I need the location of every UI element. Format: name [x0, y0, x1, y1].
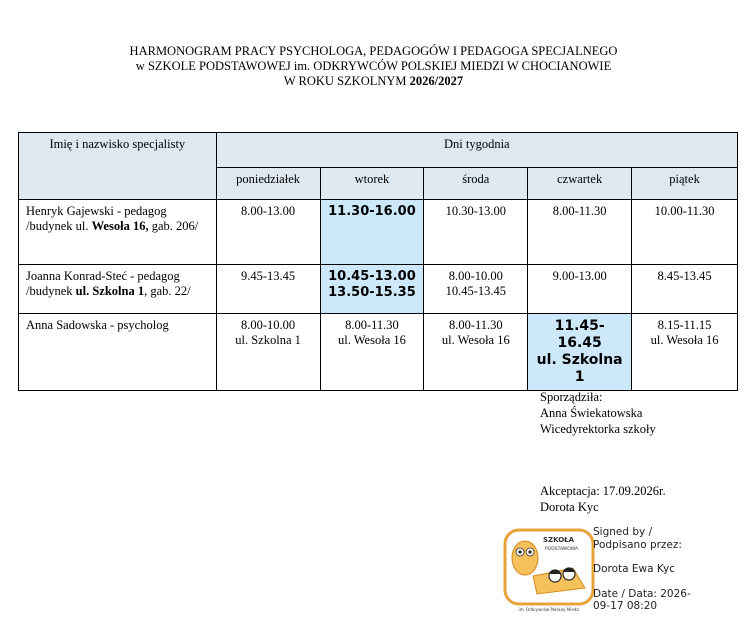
hours-text: 8.00-11.30 — [345, 318, 399, 332]
hours-cell — [424, 265, 528, 314]
name-column-header: Imię i nazwisko specjalisty — [19, 133, 217, 200]
hours-cell — [320, 314, 424, 391]
stamp-title: SZKOŁA — [543, 536, 575, 544]
days-column-header: Dni tygodnia — [216, 133, 737, 168]
hours-text: 10.45-13.45 — [445, 284, 506, 298]
hours-text: 8.15-11.15 — [657, 318, 712, 332]
signature-signer: Dorota Ewa Kyc — [593, 563, 676, 575]
hours-text: 13.50-15.35 — [328, 285, 416, 300]
header-line-1: HARMONOGRAM PRACY PSYCHOLOGA, PEDAGOGÓW I PEDAGOGA SPECJALNEGO — [129, 44, 618, 58]
name-text: Anna Sadowska - psycholog — [26, 318, 169, 332]
name-room: gab. 206/ — [148, 219, 199, 233]
document-header — [0, 44, 747, 89]
hours-cell-highlighted — [320, 200, 424, 265]
table-row — [19, 314, 738, 391]
hours-cell — [632, 265, 738, 314]
day-tuesday: wtorek — [320, 167, 424, 199]
name-address: ul. Szkolna 1 — [75, 284, 145, 298]
hours-cell — [528, 200, 632, 265]
hours-cell — [632, 314, 738, 391]
hours-text: 10.00-11.30 — [654, 204, 715, 218]
hours-text: 11.45-16.45 — [554, 318, 605, 351]
stamp-bottom-text: im. Odkrywców Polskiej Miedzi — [518, 607, 580, 612]
location-text: ul. Szkolna 1 — [536, 352, 623, 385]
prepared-label: Sporządziła: — [540, 390, 603, 404]
hours-cell — [632, 200, 738, 265]
specialist-name — [19, 265, 217, 314]
hours-text: 8.00-13.00 — [240, 204, 296, 218]
name-address: Wesoła 16, — [91, 219, 149, 233]
hours-cell-highlighted — [320, 265, 424, 314]
signature-date-1: Date / Data: 2026- — [593, 587, 691, 600]
hours-cell — [424, 200, 528, 265]
name-text: Joanna Konrad-Steć - pedagog /budynek — [26, 269, 180, 298]
location-text: ul. Wesoła 16 — [650, 333, 719, 347]
hours-text: 11.30-16.00 — [328, 204, 416, 219]
name-room: , gab. 22/ — [144, 284, 191, 298]
location-text: ul. Szkolna 1 — [235, 333, 301, 347]
table-header-row — [19, 133, 738, 168]
day-thursday: czwartek — [528, 167, 632, 199]
hours-text: 10.30-13.00 — [445, 204, 506, 218]
hours-text: 8.00-11.30 — [552, 204, 607, 218]
hours-text: 9.45-13.45 — [240, 269, 296, 283]
signature-line-1: Signed by / — [593, 526, 653, 538]
specialist-name — [19, 200, 217, 265]
hours-cell — [424, 314, 528, 391]
prepared-name: Anna Świekatowska — [540, 406, 643, 420]
acceptance-label: Akceptacja: 17.09.2026r. — [540, 484, 666, 498]
header-line-3 — [0, 74, 747, 89]
specialist-name — [19, 314, 217, 391]
hours-cell-highlighted — [528, 314, 632, 391]
acceptance-name: Dorota Kyc — [540, 500, 599, 514]
schedule-table — [18, 132, 738, 391]
hours-text: 10.45-13.00 — [328, 269, 416, 284]
hours-text: 9.00-13.00 — [552, 269, 607, 283]
prepared-by-block — [540, 389, 656, 437]
signature-line-2: Podpisano przez: — [593, 538, 682, 551]
hours-text: 8.00-10.00 — [240, 318, 296, 332]
table-row — [19, 265, 738, 314]
location-text: ul. Wesoła 16 — [441, 333, 510, 347]
hours-text: 8.00-11.30 — [448, 318, 503, 332]
owl-icon — [512, 541, 538, 575]
acceptance-block — [540, 483, 666, 515]
header-line-2: w SZKOLE PODSTAWOWEJ im. ODKRYWCÓW POLSKIEJ MIEDZI W CHOCIANOWIE — [135, 59, 612, 73]
hours-cell — [216, 200, 320, 265]
hours-cell — [216, 314, 320, 391]
stamp-subtitle: PODSTAWOWA — [545, 547, 579, 552]
hours-text: 8.45-13.45 — [657, 269, 712, 283]
header-line-3-prefix: W ROKU SZKOLNYM — [283, 74, 410, 88]
digital-signature — [593, 526, 691, 613]
day-friday: piątek — [632, 167, 738, 199]
location-text: ul. Wesoła 16 — [338, 333, 406, 347]
signature-date-2: 09-17 08:20 — [593, 600, 658, 612]
school-year: 2026/2027 — [409, 74, 464, 88]
school-logo-stamp — [503, 528, 595, 614]
name-text: Henryk Gajewski - pedagog /budynek ul. — [26, 204, 167, 233]
hours-cell — [528, 265, 632, 314]
prepared-role: Wicedyrektorka szkoły — [540, 422, 656, 436]
day-monday: poniedziałek — [216, 167, 320, 199]
table-row — [19, 200, 738, 265]
hours-text: 8.00-10.00 — [448, 269, 503, 283]
hours-cell — [216, 265, 320, 314]
day-wednesday: środa — [424, 167, 528, 199]
